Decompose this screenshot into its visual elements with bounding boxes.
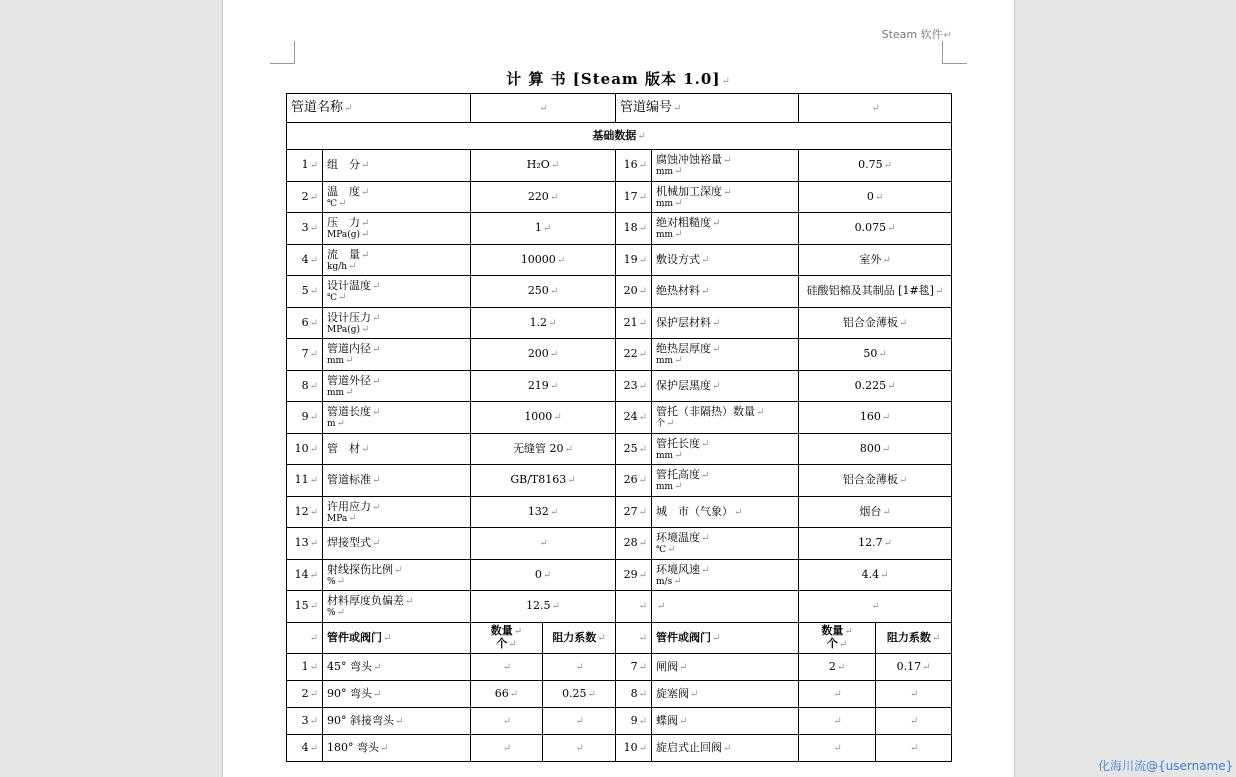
pipe-name-value[interactable]: ↵ [471,94,616,123]
document-title[interactable]: 计 算 书 [Steam 版本 1.0]↵ [506,70,731,88]
table-row [287,276,952,308]
fitting-qty[interactable]: ↵ [471,654,543,681]
fitting-qty[interactable]: ↵ [799,735,876,762]
row-number: 5↵ [287,276,323,308]
row-number: 9↵ [287,402,323,434]
fittings-coef-header: 阻力系数↵ [876,622,952,654]
param-label: 管托高度↵ mm↵ [652,465,799,497]
crop-mark-right [942,41,967,64]
row-number: 7↵ [616,654,652,681]
table-row [287,402,952,434]
fitting-coef[interactable]: 0.25↵ [543,681,616,708]
param-label: 压 力↵ MPa(g)↵ [323,213,471,245]
row-number: 16↵ [616,150,652,182]
watermark: 化海川流@{username} [1098,759,1234,773]
param-value[interactable]: 0.075↵ [799,213,952,245]
fitting-name: 旋塞阀↵ [652,681,799,708]
param-value[interactable]: ↵ [799,591,952,623]
row-number: 20↵ [616,276,652,308]
fittings-index-header: ↵ [616,622,652,654]
fitting-qty[interactable]: ↵ [471,735,543,762]
row-number: 28↵ [616,528,652,560]
param-value[interactable]: GB/T8163↵ [471,465,616,497]
fitting-coef[interactable]: 0.17↵ [876,654,952,681]
param-value[interactable]: 1.2↵ [471,307,616,339]
row-number: 6↵ [287,307,323,339]
table-row [287,681,952,708]
table-row [287,528,952,560]
table-row [287,433,952,465]
param-label: 管道标准↵ [323,465,471,497]
param-label: 焊接型式↵ [323,528,471,560]
param-label: ↵ [652,591,799,623]
param-value[interactable]: 1000↵ [471,402,616,434]
row-number: 8↵ [287,370,323,402]
row-number: 10↵ [616,735,652,762]
row-number: 29↵ [616,559,652,591]
param-value[interactable]: 220↵ [471,181,616,213]
fittings-name-header: 管件或阀门↵ [323,622,471,654]
table-row [287,339,952,371]
fitting-qty[interactable]: 66↵ [471,681,543,708]
row-number: 1↵ [287,150,323,182]
param-value[interactable]: 800↵ [799,433,952,465]
param-label: 敷设方式↵ [652,244,799,276]
fitting-qty[interactable]: ↵ [471,708,543,735]
table-row [287,735,952,762]
fitting-name: 90° 弯头↵ [323,681,471,708]
table-row [287,465,952,497]
param-label: 保护层黑度↵ [652,370,799,402]
param-value[interactable]: 50↵ [799,339,952,371]
param-label: 设计压力↵ MPa(g)↵ [323,307,471,339]
param-value[interactable]: 铝合金薄板↵ [799,307,952,339]
row-number: 21↵ [616,307,652,339]
calculation-table [286,93,952,762]
fitting-name: 45° 弯头↵ [323,654,471,681]
row-number: 9↵ [616,708,652,735]
table-row [287,213,952,245]
row-number: 7↵ [287,339,323,371]
param-label: 绝对粗糙度↵ mm↵ [652,213,799,245]
param-label: 温 度↵ ℃↵ [323,181,471,213]
pipe-name-label: 管道名称↵ [287,94,471,123]
fitting-coef[interactable]: ↵ [876,735,952,762]
param-label: 机械加工深度↵ mm↵ [652,181,799,213]
row-number: 17↵ [616,181,652,213]
table-row [287,654,952,681]
table-row [287,150,952,182]
param-value[interactable]: 160↵ [799,402,952,434]
row-number: 3↵ [287,213,323,245]
row-number: 25↵ [616,433,652,465]
param-label: 绝热材料↵ [652,276,799,308]
row-number: 12↵ [287,496,323,528]
param-value[interactable]: ↵ [471,528,616,560]
param-value[interactable]: 0↵ [471,559,616,591]
param-value[interactable]: 200↵ [471,339,616,371]
document-page [222,0,1015,777]
param-label: 管道长度↵ m↵ [323,402,471,434]
row-number: 8↵ [616,681,652,708]
table-row [287,244,952,276]
fitting-coef[interactable]: ↵ [876,681,952,708]
param-value[interactable]: 0.75↵ [799,150,952,182]
fittings-qty-header: 数量↵ 个↵ [799,622,876,654]
param-value[interactable]: 0↵ [799,181,952,213]
row-number: 4↵ [287,244,323,276]
row-number: ↵ [616,591,652,623]
row-number: 1↵ [287,654,323,681]
param-label: 环境温度↵ ℃↵ [652,528,799,560]
param-value[interactable]: 烟台↵ [799,496,952,528]
param-label: 流 量↵ kg/h↵ [323,244,471,276]
param-value[interactable]: H₂O↵ [471,150,616,182]
param-value[interactable]: 250↵ [471,276,616,308]
param-label: 管托长度↵ mm↵ [652,433,799,465]
row-number: 2↵ [287,181,323,213]
param-label: 管道内径↵ mm↵ [323,339,471,371]
param-label: 城 市（气象）↵ [652,496,799,528]
section-basic-data: 基础数据↵ [287,123,952,150]
param-label: 管 材↵ [323,433,471,465]
table-row [287,307,952,339]
param-label: 设计温度↵ ℃↵ [323,276,471,308]
param-value[interactable]: 12.5↵ [471,591,616,623]
fitting-name: 180° 弯头↵ [323,735,471,762]
row-number: 2↵ [287,681,323,708]
row-number: 11↵ [287,465,323,497]
fitting-coef[interactable]: ↵ [543,654,616,681]
fitting-qty[interactable]: 2↵ [799,654,876,681]
row-number: 19↵ [616,244,652,276]
param-value[interactable]: 硅酸铝棉及其制品 [1#毯]↵ [799,276,952,308]
param-label: 管托（非隔热）数量↵ 个↵ [652,402,799,434]
fitting-coef[interactable]: ↵ [876,708,952,735]
table-row [287,591,952,623]
row-number: 22↵ [616,339,652,371]
fittings-name-header: 管件或阀门↵ [652,622,799,654]
crop-mark-left [270,41,295,64]
param-value[interactable]: 219↵ [471,370,616,402]
fitting-coef[interactable]: ↵ [543,708,616,735]
fitting-qty[interactable]: ↵ [799,708,876,735]
fittings-coef-header: 阻力系数↵ [543,622,616,654]
row-number: 13↵ [287,528,323,560]
row-number: 3↵ [287,708,323,735]
table-row [287,370,952,402]
param-value[interactable]: 铝合金薄板↵ [799,465,952,497]
pipe-no-value[interactable]: ↵ [799,94,952,123]
fittings-index-header: ↵ [287,622,323,654]
fitting-name: 旋启式止回阀↵ [652,735,799,762]
section-row [287,123,952,150]
pipe-info-row [287,94,952,123]
fitting-qty[interactable]: ↵ [799,681,876,708]
param-label: 材料厚度负偏差↵ %↵ [323,591,471,623]
param-value[interactable]: 1↵ [471,213,616,245]
pipe-no-label: 管道编号↵ [616,94,799,123]
param-label: 射线探伤比例↵ %↵ [323,559,471,591]
param-value[interactable]: 12.7↵ [799,528,952,560]
row-number: 10↵ [287,433,323,465]
table-row [287,559,952,591]
param-label: 组 分↵ [323,150,471,182]
param-label: 绝热层厚度↵ mm↵ [652,339,799,371]
fitting-name: 90° 斜接弯头↵ [323,708,471,735]
fittings-header-row [287,622,952,654]
param-label: 环境风速↵ m/s↵ [652,559,799,591]
param-value[interactable]: 4.4↵ [799,559,952,591]
param-value[interactable]: 室外↵ [799,244,952,276]
fitting-name: 闸阀↵ [652,654,799,681]
param-value[interactable]: 0.225↵ [799,370,952,402]
param-label: 保护层材料↵ [652,307,799,339]
page-header: Steam 软件↵ [881,28,952,41]
row-number: 4↵ [287,735,323,762]
row-number: 15↵ [287,591,323,623]
row-number: 24↵ [616,402,652,434]
param-value[interactable]: 无缝管 20↵ [471,433,616,465]
row-number: 26↵ [616,465,652,497]
row-number: 23↵ [616,370,652,402]
param-label: 许用应力↵ MPa↵ [323,496,471,528]
row-number: 14↵ [287,559,323,591]
param-label: 管道外径↵ mm↵ [323,370,471,402]
fittings-qty-header: 数量↵ 个↵ [471,622,543,654]
table-row [287,708,952,735]
param-value[interactable]: 10000↵ [471,244,616,276]
fitting-coef[interactable]: ↵ [543,735,616,762]
fitting-name: 蝶阀↵ [652,708,799,735]
table-row [287,181,952,213]
row-number: 18↵ [616,213,652,245]
row-number: 27↵ [616,496,652,528]
param-label: 腐蚀冲蚀裕量↵ mm↵ [652,150,799,182]
param-value[interactable]: 132↵ [471,496,616,528]
table-row [287,496,952,528]
